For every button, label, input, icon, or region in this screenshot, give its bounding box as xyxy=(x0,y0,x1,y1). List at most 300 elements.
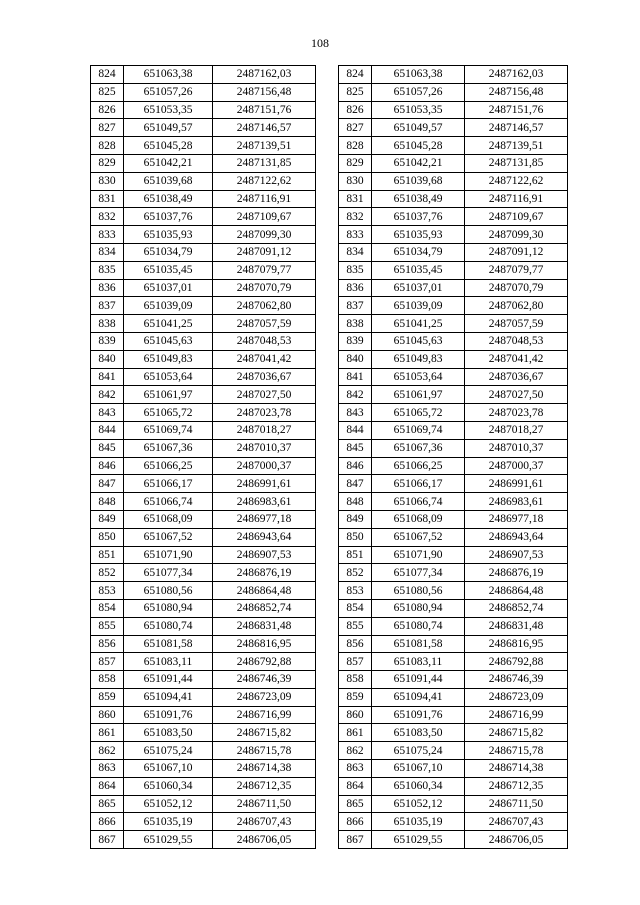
y-coordinate-cell: 2487036,67 xyxy=(213,368,316,386)
y-coordinate-cell: 2486707,43 xyxy=(465,813,568,831)
y-coordinate-cell: 2486711,50 xyxy=(213,795,316,813)
point-number-cell: 845 xyxy=(91,439,124,457)
x-coordinate-cell: 651065,72 xyxy=(124,404,213,422)
y-coordinate-cell: 2487041,42 xyxy=(465,350,568,368)
point-number-cell: 863 xyxy=(91,760,124,778)
point-number-cell: 843 xyxy=(339,404,372,422)
y-coordinate-cell: 2486715,78 xyxy=(465,742,568,760)
point-number-cell: 842 xyxy=(91,386,124,404)
y-coordinate-cell: 2487162,03 xyxy=(465,66,568,84)
y-coordinate-cell: 2486907,53 xyxy=(213,546,316,564)
y-coordinate-cell: 2486746,39 xyxy=(213,671,316,689)
point-number-cell: 864 xyxy=(91,777,124,795)
x-coordinate-cell: 651083,11 xyxy=(372,653,465,671)
y-coordinate-cell: 2487062,80 xyxy=(465,297,568,315)
point-number-cell: 854 xyxy=(339,599,372,617)
table-row xyxy=(91,226,316,244)
point-number-cell: 852 xyxy=(339,564,372,582)
y-coordinate-cell: 2487018,27 xyxy=(465,421,568,439)
y-coordinate-cell: 2486746,39 xyxy=(465,671,568,689)
y-coordinate-cell: 2486876,19 xyxy=(465,564,568,582)
table-row xyxy=(91,368,316,386)
table-row xyxy=(339,528,568,546)
point-number-cell: 848 xyxy=(91,493,124,511)
table-row xyxy=(339,813,568,831)
y-coordinate-cell: 2487000,37 xyxy=(213,457,316,475)
point-number-cell: 861 xyxy=(91,724,124,742)
x-coordinate-cell: 651083,50 xyxy=(372,724,465,742)
table-row xyxy=(339,315,568,333)
table-row xyxy=(339,137,568,155)
point-number-cell: 835 xyxy=(91,261,124,279)
point-number-cell: 833 xyxy=(91,226,124,244)
y-coordinate-cell: 2487122,62 xyxy=(213,172,316,190)
y-coordinate-cell: 2486816,95 xyxy=(213,635,316,653)
x-coordinate-cell: 651039,09 xyxy=(372,297,465,315)
table-row xyxy=(339,261,568,279)
table-row xyxy=(339,119,568,137)
x-coordinate-cell: 651071,90 xyxy=(124,546,213,564)
y-coordinate-cell: 2487131,85 xyxy=(465,154,568,172)
x-coordinate-cell: 651061,97 xyxy=(372,386,465,404)
point-number-cell: 849 xyxy=(339,510,372,528)
x-coordinate-cell: 651039,09 xyxy=(124,297,213,315)
x-coordinate-cell: 651060,34 xyxy=(124,777,213,795)
table-row xyxy=(339,493,568,511)
point-number-cell: 842 xyxy=(339,386,372,404)
y-coordinate-cell: 2487036,67 xyxy=(465,368,568,386)
table-row xyxy=(91,101,316,119)
page-number: 108 xyxy=(311,36,329,50)
y-coordinate-cell: 2487010,37 xyxy=(213,439,316,457)
table-row xyxy=(91,457,316,475)
table-row xyxy=(339,831,568,849)
y-coordinate-cell: 2486714,38 xyxy=(213,760,316,778)
point-number-cell: 827 xyxy=(339,119,372,137)
x-coordinate-cell: 651066,74 xyxy=(372,493,465,511)
point-number-cell: 864 xyxy=(339,777,372,795)
table-row xyxy=(339,154,568,172)
table-row xyxy=(91,688,316,706)
x-coordinate-cell: 651052,12 xyxy=(124,795,213,813)
x-coordinate-cell: 651035,45 xyxy=(124,261,213,279)
table-row xyxy=(339,404,568,422)
point-number-cell: 831 xyxy=(91,190,124,208)
x-coordinate-cell: 651081,58 xyxy=(372,635,465,653)
y-coordinate-cell: 2486983,61 xyxy=(465,493,568,511)
x-coordinate-cell: 651035,19 xyxy=(372,813,465,831)
table-row xyxy=(91,582,316,600)
point-number-cell: 866 xyxy=(339,813,372,831)
table-row xyxy=(91,119,316,137)
table-row xyxy=(91,564,316,582)
point-number-cell: 846 xyxy=(339,457,372,475)
point-number-cell: 847 xyxy=(339,475,372,493)
x-coordinate-cell: 651053,35 xyxy=(124,101,213,119)
x-coordinate-cell: 651053,64 xyxy=(124,368,213,386)
y-coordinate-cell: 2487116,91 xyxy=(213,190,316,208)
table-row xyxy=(339,653,568,671)
x-coordinate-cell: 651049,83 xyxy=(124,350,213,368)
point-number-cell: 858 xyxy=(91,671,124,689)
y-coordinate-cell: 2487023,78 xyxy=(465,404,568,422)
x-coordinate-cell: 651049,83 xyxy=(372,350,465,368)
table-row xyxy=(91,617,316,635)
table-row xyxy=(91,350,316,368)
point-number-cell: 824 xyxy=(91,66,124,84)
point-number-cell: 862 xyxy=(339,742,372,760)
y-coordinate-cell: 2487057,59 xyxy=(465,315,568,333)
point-number-cell: 825 xyxy=(91,83,124,101)
y-coordinate-cell: 2486864,48 xyxy=(465,582,568,600)
y-coordinate-cell: 2486707,43 xyxy=(213,813,316,831)
point-number-cell: 825 xyxy=(339,83,372,101)
point-number-cell: 853 xyxy=(339,582,372,600)
y-coordinate-cell: 2486715,78 xyxy=(213,742,316,760)
x-coordinate-cell: 651067,10 xyxy=(124,760,213,778)
table-row xyxy=(91,742,316,760)
x-coordinate-cell: 651066,74 xyxy=(124,493,213,511)
y-coordinate-cell: 2487139,51 xyxy=(465,137,568,155)
table-row xyxy=(339,297,568,315)
y-coordinate-cell: 2487091,12 xyxy=(213,243,316,261)
y-coordinate-cell: 2486715,82 xyxy=(213,724,316,742)
table-row xyxy=(339,226,568,244)
x-coordinate-cell: 651053,35 xyxy=(372,101,465,119)
point-number-cell: 853 xyxy=(91,582,124,600)
table-row xyxy=(339,795,568,813)
point-number-cell: 867 xyxy=(339,831,372,849)
y-coordinate-cell: 2487079,77 xyxy=(465,261,568,279)
table-row xyxy=(339,475,568,493)
point-number-cell: 836 xyxy=(91,279,124,297)
y-coordinate-cell: 2487131,85 xyxy=(213,154,316,172)
point-number-cell: 833 xyxy=(339,226,372,244)
y-coordinate-cell: 2487099,30 xyxy=(465,226,568,244)
table-row xyxy=(91,261,316,279)
y-coordinate-cell: 2487079,77 xyxy=(213,261,316,279)
table-row xyxy=(339,279,568,297)
x-coordinate-cell: 651094,41 xyxy=(124,688,213,706)
x-coordinate-cell: 651045,28 xyxy=(124,137,213,155)
x-coordinate-cell: 651049,57 xyxy=(372,119,465,137)
point-number-cell: 839 xyxy=(91,332,124,350)
y-coordinate-cell: 2486723,09 xyxy=(213,688,316,706)
x-coordinate-cell: 651066,17 xyxy=(124,475,213,493)
y-coordinate-cell: 2487156,48 xyxy=(213,83,316,101)
table-row xyxy=(339,760,568,778)
point-number-cell: 829 xyxy=(91,154,124,172)
x-coordinate-cell: 651065,72 xyxy=(372,404,465,422)
x-coordinate-cell: 651035,93 xyxy=(372,226,465,244)
y-coordinate-cell: 2487057,59 xyxy=(213,315,316,333)
table-row xyxy=(91,137,316,155)
point-number-cell: 824 xyxy=(339,66,372,84)
x-coordinate-cell: 651039,68 xyxy=(124,172,213,190)
y-coordinate-cell: 2487041,42 xyxy=(213,350,316,368)
x-coordinate-cell: 651034,79 xyxy=(372,243,465,261)
table-row xyxy=(339,208,568,226)
point-number-cell: 857 xyxy=(91,653,124,671)
x-coordinate-cell: 651066,25 xyxy=(372,457,465,475)
x-coordinate-cell: 651061,97 xyxy=(124,386,213,404)
x-coordinate-cell: 651091,44 xyxy=(372,671,465,689)
table-row xyxy=(91,315,316,333)
point-number-cell: 831 xyxy=(339,190,372,208)
table-row xyxy=(339,510,568,528)
table-row xyxy=(91,813,316,831)
y-coordinate-cell: 2487122,62 xyxy=(465,172,568,190)
x-coordinate-cell: 651077,34 xyxy=(124,564,213,582)
table-row xyxy=(339,101,568,119)
table-row xyxy=(91,599,316,617)
x-coordinate-cell: 651053,64 xyxy=(372,368,465,386)
point-number-cell: 840 xyxy=(91,350,124,368)
y-coordinate-cell: 2486991,61 xyxy=(465,475,568,493)
x-coordinate-cell: 651080,94 xyxy=(124,599,213,617)
y-coordinate-cell: 2487018,27 xyxy=(213,421,316,439)
point-number-cell: 849 xyxy=(91,510,124,528)
x-coordinate-cell: 651067,52 xyxy=(124,528,213,546)
table-row xyxy=(339,688,568,706)
x-coordinate-cell: 651035,93 xyxy=(124,226,213,244)
point-number-cell: 844 xyxy=(91,421,124,439)
y-coordinate-cell: 2487048,53 xyxy=(465,332,568,350)
table-row xyxy=(91,190,316,208)
y-coordinate-cell: 2486792,88 xyxy=(213,653,316,671)
point-number-cell: 828 xyxy=(339,137,372,155)
point-number-cell: 843 xyxy=(91,404,124,422)
point-number-cell: 832 xyxy=(91,208,124,226)
point-number-cell: 854 xyxy=(91,599,124,617)
table-row xyxy=(91,421,316,439)
y-coordinate-cell: 2486943,64 xyxy=(213,528,316,546)
x-coordinate-cell: 651057,26 xyxy=(124,83,213,101)
point-number-cell: 850 xyxy=(339,528,372,546)
table-row xyxy=(91,528,316,546)
coordinates-table-left xyxy=(90,65,316,849)
point-number-cell: 837 xyxy=(339,297,372,315)
y-coordinate-cell: 2487151,76 xyxy=(213,101,316,119)
y-coordinate-cell: 2486991,61 xyxy=(213,475,316,493)
point-number-cell: 847 xyxy=(91,475,124,493)
point-number-cell: 852 xyxy=(91,564,124,582)
point-number-cell: 839 xyxy=(339,332,372,350)
y-coordinate-cell: 2486716,99 xyxy=(213,706,316,724)
point-number-cell: 845 xyxy=(339,439,372,457)
table-row xyxy=(91,795,316,813)
point-number-cell: 858 xyxy=(339,671,372,689)
table-row xyxy=(339,724,568,742)
table-row xyxy=(339,83,568,101)
x-coordinate-cell: 651029,55 xyxy=(124,831,213,849)
table-row xyxy=(91,706,316,724)
point-number-cell: 863 xyxy=(339,760,372,778)
coordinates-table-right xyxy=(338,65,568,849)
y-coordinate-cell: 2487027,50 xyxy=(465,386,568,404)
point-number-cell: 841 xyxy=(339,368,372,386)
table-row xyxy=(91,653,316,671)
x-coordinate-cell: 651069,74 xyxy=(124,421,213,439)
y-coordinate-cell: 2486792,88 xyxy=(465,653,568,671)
table-row xyxy=(339,635,568,653)
table-row xyxy=(91,439,316,457)
x-coordinate-cell: 651029,55 xyxy=(372,831,465,849)
table-row xyxy=(339,368,568,386)
x-coordinate-cell: 651067,52 xyxy=(372,528,465,546)
table-row xyxy=(339,439,568,457)
table-row xyxy=(339,546,568,564)
point-number-cell: 832 xyxy=(339,208,372,226)
table-row xyxy=(339,582,568,600)
table-row xyxy=(91,760,316,778)
x-coordinate-cell: 651039,68 xyxy=(372,172,465,190)
x-coordinate-cell: 651034,79 xyxy=(124,243,213,261)
y-coordinate-cell: 2486723,09 xyxy=(465,688,568,706)
x-coordinate-cell: 651049,57 xyxy=(124,119,213,137)
table-row xyxy=(91,243,316,261)
point-number-cell: 855 xyxy=(339,617,372,635)
point-number-cell: 848 xyxy=(339,493,372,511)
point-number-cell: 866 xyxy=(91,813,124,831)
x-coordinate-cell: 651035,45 xyxy=(372,261,465,279)
y-coordinate-cell: 2486712,35 xyxy=(213,777,316,795)
table-row xyxy=(339,564,568,582)
point-number-cell: 859 xyxy=(339,688,372,706)
x-coordinate-cell: 651037,01 xyxy=(124,279,213,297)
point-number-cell: 838 xyxy=(91,315,124,333)
table-row xyxy=(339,421,568,439)
y-coordinate-cell: 2486715,82 xyxy=(465,724,568,742)
x-coordinate-cell: 651057,26 xyxy=(372,83,465,101)
point-number-cell: 836 xyxy=(339,279,372,297)
x-coordinate-cell: 651083,11 xyxy=(124,653,213,671)
x-coordinate-cell: 651091,76 xyxy=(372,706,465,724)
point-number-cell: 844 xyxy=(339,421,372,439)
y-coordinate-cell: 2487062,80 xyxy=(213,297,316,315)
point-number-cell: 838 xyxy=(339,315,372,333)
x-coordinate-cell: 651081,58 xyxy=(124,635,213,653)
table-row xyxy=(339,706,568,724)
y-coordinate-cell: 2487070,79 xyxy=(465,279,568,297)
point-number-cell: 851 xyxy=(91,546,124,564)
x-coordinate-cell: 651066,25 xyxy=(124,457,213,475)
point-number-cell: 850 xyxy=(91,528,124,546)
table-row xyxy=(339,742,568,760)
x-coordinate-cell: 651067,36 xyxy=(372,439,465,457)
x-coordinate-cell: 651038,49 xyxy=(372,190,465,208)
point-number-cell: 830 xyxy=(91,172,124,190)
x-coordinate-cell: 651075,24 xyxy=(372,742,465,760)
table-row xyxy=(91,332,316,350)
table-row xyxy=(91,279,316,297)
point-number-cell: 865 xyxy=(91,795,124,813)
x-coordinate-cell: 651041,25 xyxy=(372,315,465,333)
point-number-cell: 840 xyxy=(339,350,372,368)
x-coordinate-cell: 651094,41 xyxy=(372,688,465,706)
table-row xyxy=(339,350,568,368)
y-coordinate-cell: 2486876,19 xyxy=(213,564,316,582)
x-coordinate-cell: 651075,24 xyxy=(124,742,213,760)
table-row xyxy=(91,831,316,849)
x-coordinate-cell: 651066,17 xyxy=(372,475,465,493)
table-row xyxy=(339,671,568,689)
point-number-cell: 835 xyxy=(339,261,372,279)
point-number-cell: 860 xyxy=(91,706,124,724)
y-coordinate-cell: 2487151,76 xyxy=(465,101,568,119)
point-number-cell: 859 xyxy=(91,688,124,706)
x-coordinate-cell: 651037,76 xyxy=(372,208,465,226)
y-coordinate-cell: 2486943,64 xyxy=(465,528,568,546)
table-row xyxy=(339,190,568,208)
x-coordinate-cell: 651042,21 xyxy=(124,154,213,172)
x-coordinate-cell: 651080,94 xyxy=(372,599,465,617)
x-coordinate-cell: 651035,19 xyxy=(124,813,213,831)
y-coordinate-cell: 2487099,30 xyxy=(213,226,316,244)
y-coordinate-cell: 2487162,03 xyxy=(213,66,316,84)
point-number-cell: 862 xyxy=(91,742,124,760)
table-row xyxy=(91,546,316,564)
y-coordinate-cell: 2486706,05 xyxy=(213,831,316,849)
x-coordinate-cell: 651038,49 xyxy=(124,190,213,208)
table-row xyxy=(339,777,568,795)
point-number-cell: 827 xyxy=(91,119,124,137)
point-number-cell: 837 xyxy=(91,297,124,315)
table-row xyxy=(91,510,316,528)
y-coordinate-cell: 2486907,53 xyxy=(465,546,568,564)
y-coordinate-cell: 2487156,48 xyxy=(465,83,568,101)
table-row xyxy=(91,635,316,653)
y-coordinate-cell: 2487070,79 xyxy=(213,279,316,297)
point-number-cell: 841 xyxy=(91,368,124,386)
x-coordinate-cell: 651045,28 xyxy=(372,137,465,155)
x-coordinate-cell: 651060,34 xyxy=(372,777,465,795)
x-coordinate-cell: 651037,01 xyxy=(372,279,465,297)
x-coordinate-cell: 651067,10 xyxy=(372,760,465,778)
point-number-cell: 851 xyxy=(339,546,372,564)
x-coordinate-cell: 651052,12 xyxy=(372,795,465,813)
table-row xyxy=(91,154,316,172)
x-coordinate-cell: 651080,56 xyxy=(124,582,213,600)
table-row xyxy=(339,332,568,350)
y-coordinate-cell: 2487146,57 xyxy=(213,119,316,137)
table-row xyxy=(91,386,316,404)
table-row xyxy=(339,386,568,404)
x-coordinate-cell: 651042,21 xyxy=(372,154,465,172)
x-coordinate-cell: 651071,90 xyxy=(372,546,465,564)
y-coordinate-cell: 2486977,18 xyxy=(465,510,568,528)
y-coordinate-cell: 2487146,57 xyxy=(465,119,568,137)
x-coordinate-cell: 651068,09 xyxy=(372,510,465,528)
x-coordinate-cell: 651080,74 xyxy=(372,617,465,635)
point-number-cell: 865 xyxy=(339,795,372,813)
table-row xyxy=(91,172,316,190)
x-coordinate-cell: 651045,63 xyxy=(372,332,465,350)
point-number-cell: 855 xyxy=(91,617,124,635)
table-row xyxy=(91,83,316,101)
point-number-cell: 856 xyxy=(339,635,372,653)
table-row xyxy=(91,724,316,742)
point-number-cell: 867 xyxy=(91,831,124,849)
x-coordinate-cell: 651041,25 xyxy=(124,315,213,333)
y-coordinate-cell: 2486831,48 xyxy=(465,617,568,635)
point-number-cell: 857 xyxy=(339,653,372,671)
point-number-cell: 830 xyxy=(339,172,372,190)
x-coordinate-cell: 651080,56 xyxy=(372,582,465,600)
table-row xyxy=(339,617,568,635)
x-coordinate-cell: 651069,74 xyxy=(372,421,465,439)
table-row xyxy=(91,475,316,493)
